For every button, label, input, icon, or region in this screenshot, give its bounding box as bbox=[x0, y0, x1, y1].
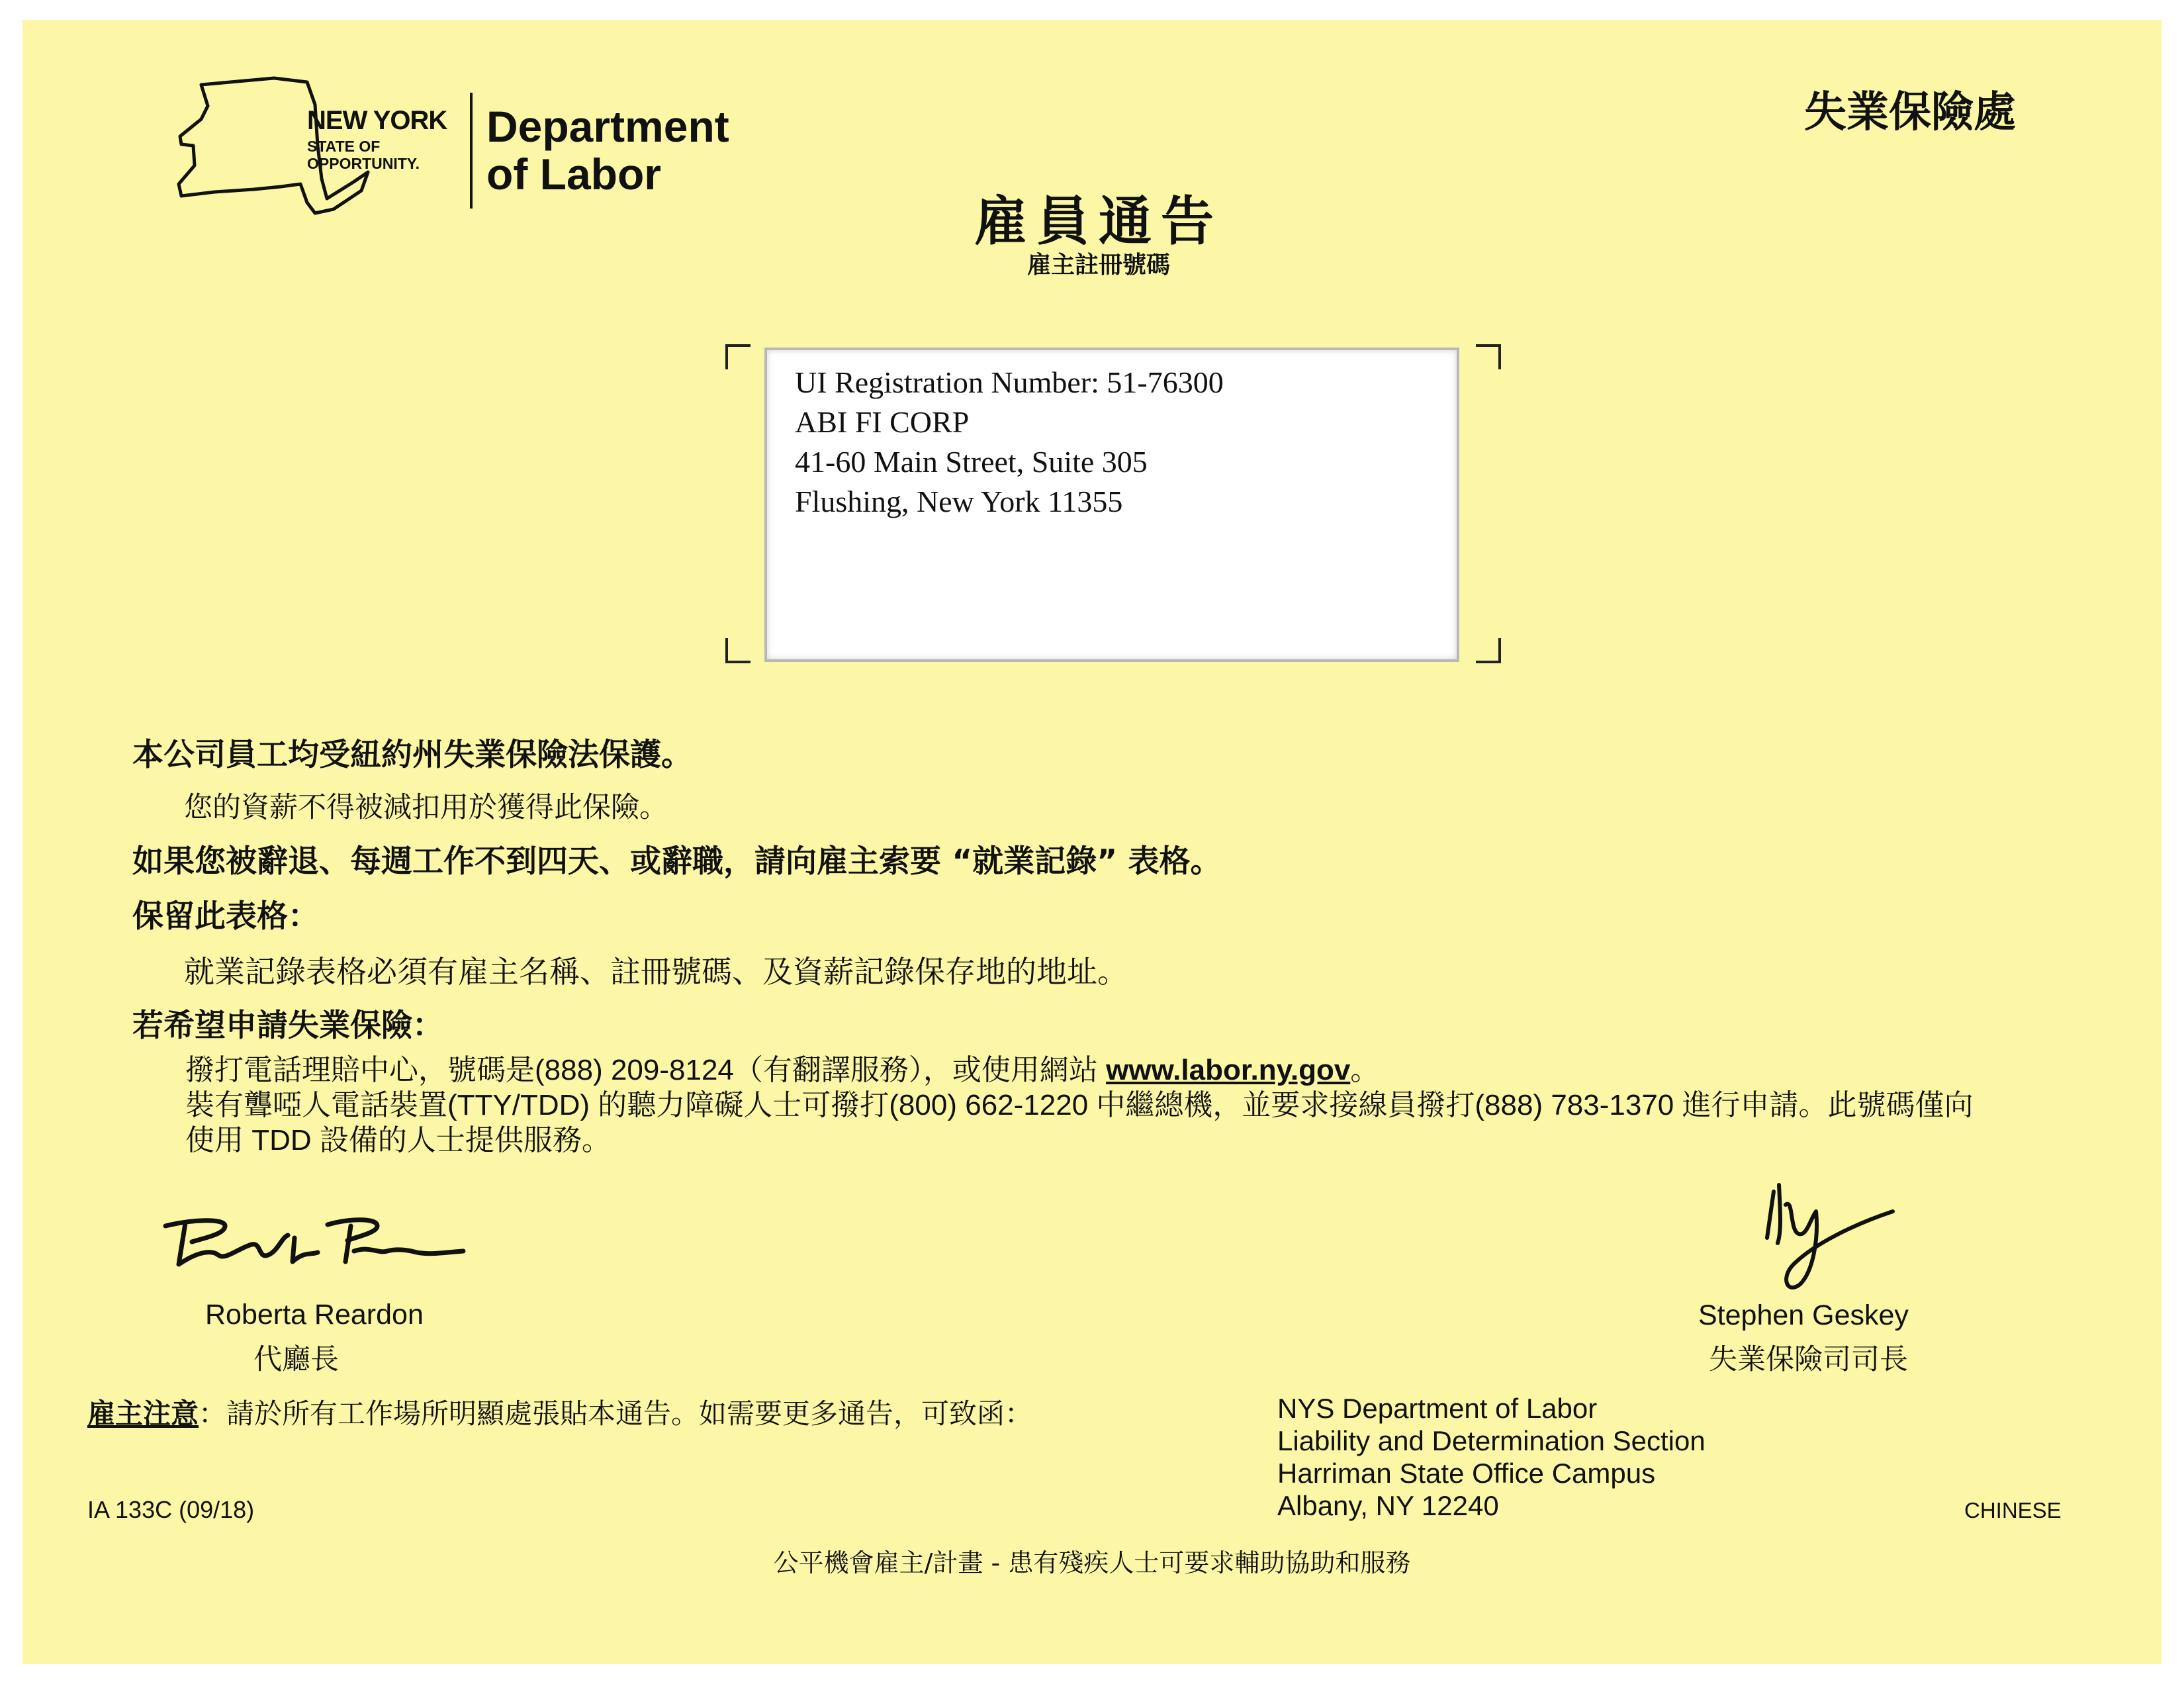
registration-number: UI Registration Number: 51-76300 bbox=[795, 365, 1224, 399]
signer-right-name: Stephen Geskey bbox=[1698, 1299, 1909, 1331]
signer-left-title: 代廳長 bbox=[253, 1343, 339, 1376]
apply-instructions bbox=[185, 1053, 1974, 1158]
mailing-address bbox=[1277, 1392, 1706, 1522]
signature-roberta-reardon bbox=[152, 1211, 470, 1281]
apply-heading: 若希望申請失業保險： bbox=[132, 1008, 443, 1044]
employer-notice bbox=[87, 1392, 1032, 1432]
apply-line-1-end: 。 bbox=[1350, 1054, 1380, 1086]
employer-city: Flushing, New York 11355 bbox=[795, 485, 1123, 518]
apply-line-1 bbox=[185, 1053, 1974, 1088]
mailing-line-3: Harriman State Office Campus bbox=[1277, 1458, 1656, 1489]
employer-notice-text: ：請於所有工作場所明顯處張貼本通告。如需要更多通告，可致函： bbox=[199, 1397, 1033, 1430]
employer-notice-label: 雇主注意 bbox=[87, 1397, 199, 1430]
logo-state-name: NEW YORK bbox=[307, 106, 447, 135]
logo-state-tagline bbox=[307, 138, 420, 172]
window-corner-mark bbox=[1476, 638, 1501, 663]
record-heading: 如果您被辭退、每週工作不到四天、或辭職，請向雇主索要 “就業記錄” 表格。 bbox=[132, 843, 1222, 880]
coverage-text: 您的資薪不得被減扣用於獲得此保險。 bbox=[184, 791, 668, 824]
mailing-line-4: Albany, NY 12240 bbox=[1277, 1490, 1499, 1521]
mailing-line-2: Liability and Determination Section bbox=[1277, 1425, 1706, 1456]
apply-line-3: 使用 TDD 設備的人士提供服務。 bbox=[185, 1124, 611, 1156]
mailing-line-1: NYS Department of Labor bbox=[1277, 1393, 1598, 1424]
coverage-heading: 本公司員工均受紐約州失業保險法保護。 bbox=[132, 737, 692, 773]
form-id: IA 133C (09/18) bbox=[87, 1496, 255, 1523]
logo-dept-line1: Department bbox=[486, 102, 729, 151]
employer-street: 41-60 Main Street, Suite 305 bbox=[795, 445, 1148, 479]
logo-tagline-line2: OPPORTUNITY. bbox=[307, 155, 420, 172]
page-subtitle: 雇主註冊號碼 bbox=[1026, 252, 1170, 279]
signer-right-title: 失業保險司司長 bbox=[1709, 1343, 1908, 1376]
employer-name: ABI FI CORP bbox=[795, 405, 970, 439]
logo-dept-line2: of Labor bbox=[486, 150, 661, 199]
website-link[interactable]: www.labor.ny.gov bbox=[1106, 1054, 1351, 1086]
signer-left-name: Roberta Reardon bbox=[205, 1299, 424, 1331]
apply-line-2: 裝有聾啞人電話裝置(TTY/TDD) 的聽力障礙人士可撥打(800) 662-1220 中繼總機，並要求接線員撥打(888) 783-1370 進行申請。此號碼僅向 bbox=[185, 1089, 1974, 1121]
division-name: 失業保險處 bbox=[1804, 88, 2016, 137]
keep-heading: 保留此表格： bbox=[132, 898, 319, 935]
language-label: CHINESE bbox=[1964, 1498, 2062, 1523]
window-corner-mark bbox=[725, 638, 751, 663]
page-title: 雇員通告 bbox=[974, 191, 1223, 252]
address-window bbox=[764, 348, 1459, 662]
keep-text: 就業記錄表格必須有雇主名稱、註冊號碼、及資薪記錄保存地的地址。 bbox=[184, 954, 1128, 990]
equal-opportunity-statement: 公平機會雇主/計畫 - 患有殘疾人士可要求輔助協助和服務 bbox=[773, 1548, 1411, 1577]
window-corner-mark bbox=[725, 344, 751, 369]
window-corner-mark bbox=[1476, 344, 1501, 369]
logo-tagline-line1: STATE OF bbox=[307, 138, 381, 155]
apply-line-1-text: 撥打電話理賠中心，號碼是(888) 209-8124（有翻譯服務），或使用網站 bbox=[185, 1054, 1107, 1086]
signature-stephen-geskey bbox=[1747, 1165, 1906, 1297]
